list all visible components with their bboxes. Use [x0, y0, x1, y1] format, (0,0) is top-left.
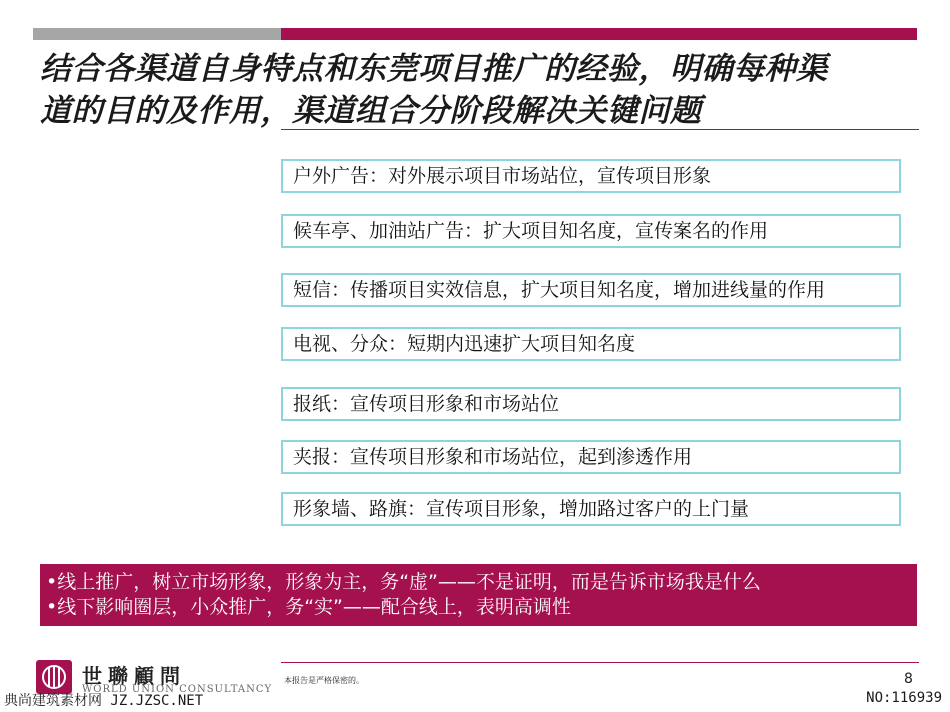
confidential-note: 本报告是严格保密的。: [284, 676, 364, 685]
logo-chinese-text: 世聯顧問: [82, 664, 186, 688]
title-divider: [281, 129, 919, 130]
summary-panel: [40, 564, 917, 626]
page-number: 8: [904, 671, 913, 687]
world-union-logo-icon: [36, 660, 72, 694]
channel-item-insert: 夹报：宣传项目形象和市场站位，起到渗透作用: [281, 440, 901, 474]
logo-english-text: WORLD UNION CONSULTANCY: [82, 684, 273, 695]
footer-divider: [281, 662, 919, 663]
title-line-1: 结合各渠道自身特点和东莞项目推广的经验，明确每种渠: [40, 51, 828, 87]
header-accent-bar: [281, 28, 917, 40]
header-gray-bar: [33, 28, 281, 40]
watermark-id: NO:116939: [866, 690, 942, 706]
channel-item-sms: 短信：传播项目实效信息，扩大项目知名度，增加进线量的作用: [281, 273, 901, 307]
summary-line-2: •线下影响圈层，小众推广，务“实”——配合线上，表明高调性: [46, 596, 571, 618]
channel-item-newspaper: 报纸：宣传项目形象和市场站位: [281, 387, 901, 421]
channel-item-tv: 电视、分众：短期内迅速扩大项目知名度: [281, 327, 901, 361]
channel-item-busstop: 候车亭、加油站广告：扩大项目知名度，宣传案名的作用: [281, 214, 901, 248]
watermark-site: 典尚建筑素材网 JZ.JZSC.NET: [4, 693, 204, 709]
title-line-2: 道的目的及作用，渠道组合分阶段解决关键问题: [40, 93, 702, 129]
channel-item-wall-flag: 形象墙、路旗：宣传项目形象，增加路过客户的上门量: [281, 492, 901, 526]
page-title: [40, 48, 920, 132]
summary-line-1: •线上推广，树立市场形象，形象为主，务“虚”——不是证明，而是告诉市场我是什么: [46, 571, 761, 593]
channel-item-outdoor: 户外广告：对外展示项目市场站位，宣传项目形象: [281, 159, 901, 193]
